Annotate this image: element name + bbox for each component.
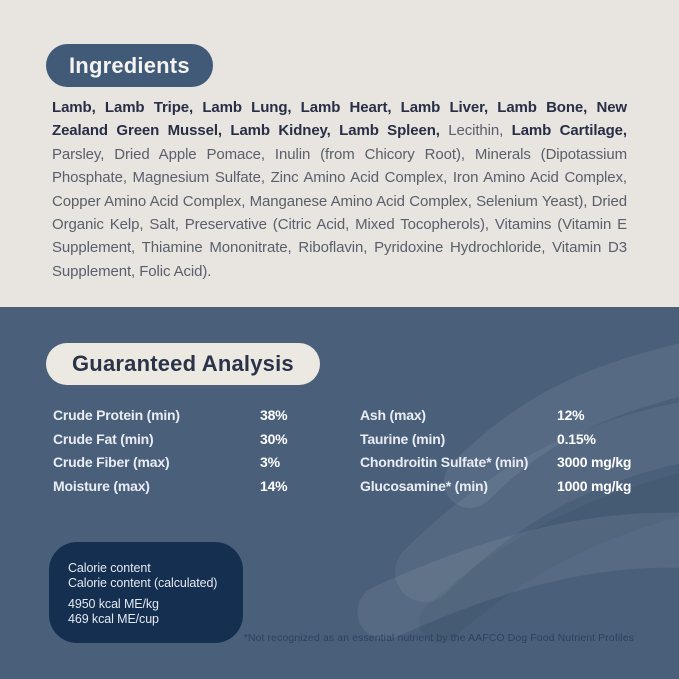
ga-label-taurine: Taurine (min) [360,430,446,447]
ga-value-crude-fiber: 3% [260,454,280,471]
ga-value-crude-fat: 30% [260,430,288,447]
ingredients-section [0,0,679,307]
calorie-value-per-cup: 469 kcal ME/cup [68,611,159,626]
ingredients-cartilage-bold: Lamb Cartilage, [511,122,627,140]
ga-label-ash: Ash (max) [360,406,426,423]
ga-label-moisture: Moisture (max) [53,477,150,494]
ga-value-taurine: 0.15% [557,430,596,447]
ingredients-rest: Parsley, Dried Apple Pomace, Inulin (from Chicory Root), Minerals (Dipotassium Phosphate, Magnesium Sulfate, Zinc Amino Acid Complex, Iron Amino Acid Complex, Copper Amino Acid Complex, Manganese Amino Acid Complex, Selenium Yeast), Dried Organic Kelp, Salt, Preservative (Citric Acid, Mixed Tocopherols), Vitamins (Vitamin E Supplement, Thiamine Mononitrate, Riboflavin, Pyridoxine Hydrochloride, Vitamin D3 Supplement, Folic Acid). [52,145,627,280]
ga-label-crude-fiber: Crude Fiber (max) [53,454,170,471]
ga-label-crude-protein: Crude Protein (min) [53,406,180,423]
guaranteed-analysis-badge: Guaranteed Analysis [46,343,320,385]
calorie-title-line1: Calorie content [68,561,151,575]
ingredients-badge: Ingredients [46,44,213,87]
guaranteed-analysis-section [0,307,679,679]
guaranteed-analysis-table [53,403,639,498]
calorie-title-line2: Calorie content (calculated) [68,575,218,590]
calorie-value-per-kg: 4950 kcal ME/kg [68,597,159,612]
ingredients-meats-bold: Lamb, Lamb Tripe, Lamb Lung, Lamb Heart, Lamb Liver, Lamb Bone, New Zealand Green Mussel, Lamb Kidney, Lamb Spleen, [52,99,627,140]
ga-value-chondroitin: 3000 mg/kg [557,454,632,471]
ga-label-glucosamine: Glucosamine* (min) [360,477,488,494]
ga-label-crude-fat: Crude Fat (min) [53,430,154,447]
ga-label-chondroitin: Chondroitin Sulfate* (min) [360,454,529,471]
ga-value-glucosamine: 1000 mg/kg [557,477,632,494]
calorie-content-box [49,542,243,643]
ga-value-moisture: 14% [260,477,288,494]
aafco-footnote: *Not recognized as an essential nutrient by the AAFCO Dog Food Nutrient Profiles [243,632,634,644]
ingredients-paragraph [52,96,627,283]
ga-value-ash: 12% [557,406,585,423]
ga-value-crude-protein: 38% [260,406,288,423]
ingredients-lecithin: Lecithin, [439,122,512,140]
